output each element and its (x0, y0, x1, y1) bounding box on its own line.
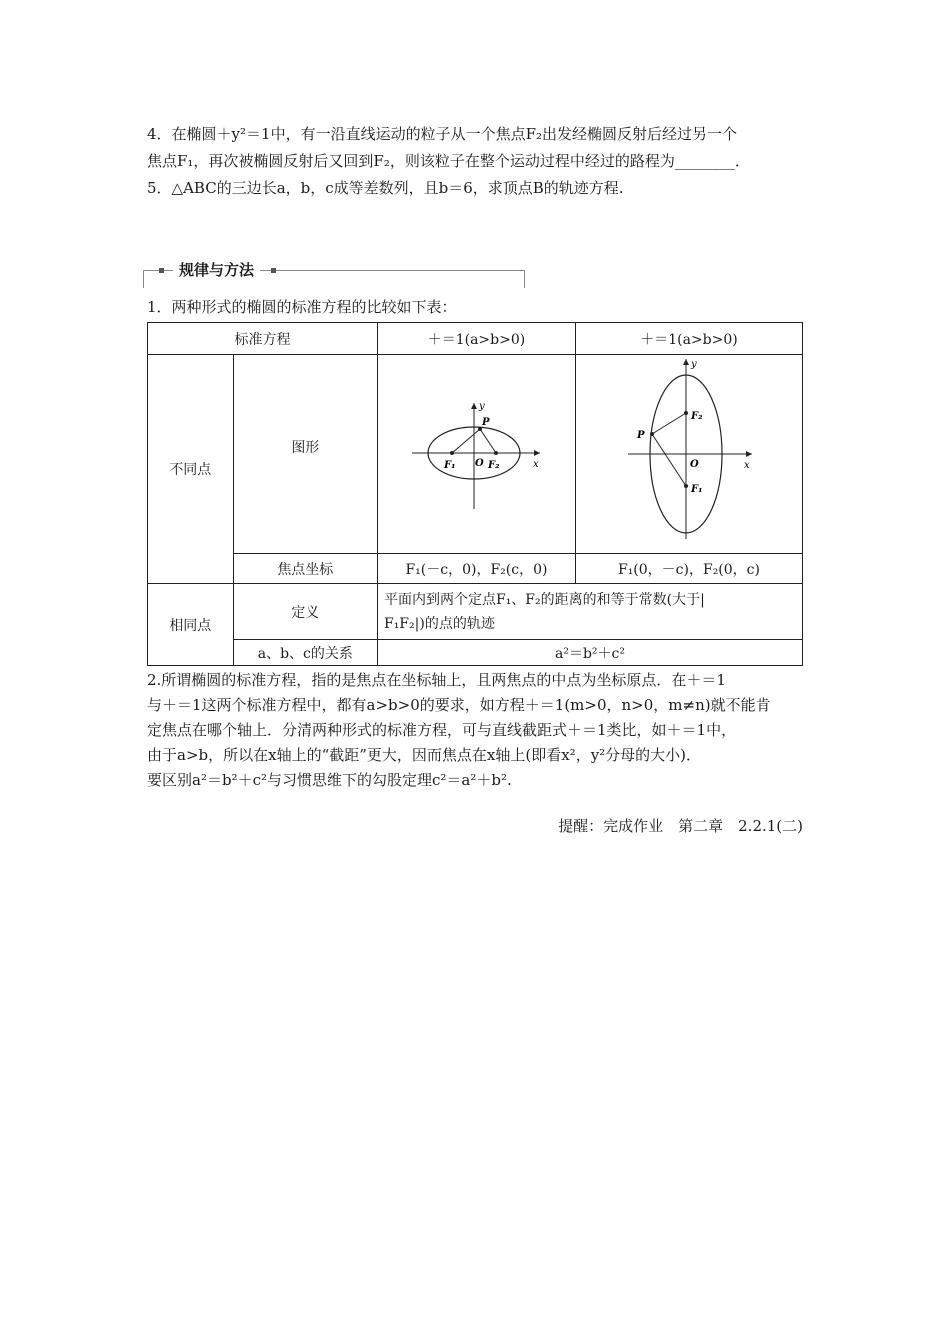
ellipse-y-figure (575, 355, 802, 554)
definition-line-2: F₁F₂|)的点的轨迹 (383, 615, 495, 632)
point-f1 (450, 451, 454, 455)
point-f2 (494, 451, 498, 455)
definition-label: 定义 (233, 584, 377, 640)
table-intro: 1．两种形式的椭圆的标准方程的比较如下表： (147, 298, 457, 316)
ellipse-x-figure (377, 355, 575, 554)
relation-value: a²＝b²＋c² (377, 640, 802, 666)
header-label: 标准方程 (148, 323, 378, 355)
problem-5: 5．△ABC的三边长a，b，c成等差数列，且b＝6，求顶点B的轨迹方程. (147, 179, 624, 197)
f2-label: F₂ (488, 460, 500, 471)
y-label: y (691, 359, 698, 370)
pf1-segment (652, 434, 686, 486)
x-label: x (744, 460, 751, 471)
relation-label: a、b、c的关系 (233, 640, 377, 666)
same-group-label: 相同点 (148, 584, 234, 666)
f1-label: F₁ (444, 460, 456, 471)
f2-label: F₂ (691, 411, 703, 422)
graph-label: 图形 (233, 355, 377, 554)
ellipse-y-svg (576, 355, 801, 549)
p-label: P (482, 417, 490, 428)
pf2-segment (480, 429, 496, 453)
point-p (650, 432, 654, 436)
paragraph-2 (147, 668, 807, 793)
ellipse-x-svg (378, 355, 574, 549)
paragraph-2-line: 2.所谓椭圆的标准方程，指的是焦点在坐标轴上，且两焦点的中点为坐标原点．在＋＝1 (147, 671, 726, 689)
paragraph-2-line: 要区别a²＝b²＋c²与习惯思维下的勾股定理c²＝a²＋b². (147, 771, 512, 789)
pf1-segment (452, 429, 480, 453)
definition-line-1: 平面内到两个定点F₁、F₂的距离的和等于常数(大于| (383, 591, 705, 608)
point-f1 (684, 484, 688, 488)
x-label: x (533, 459, 540, 470)
foci-x: F₁(－c，0)，F₂(c，0) (377, 554, 575, 584)
y-axis-arrow (471, 403, 477, 409)
p-label: P (637, 430, 646, 441)
foci-label: 焦点坐标 (233, 554, 377, 584)
header-equation-x: ＋＝1(a>b>0) (377, 323, 575, 355)
section-header (143, 261, 525, 289)
problem-4-line-1: 4．在椭圆＋y²＝1中，有一沿直线运动的粒子从一个焦点F₂出发经椭圆反射后经过另一个 (147, 125, 737, 143)
footer-reminder: 提醒：完成作业 第二章 2.2.1(二) (558, 817, 803, 835)
header-equation-y: ＋＝1(a>b>0) (575, 323, 802, 355)
o-label: O (475, 458, 485, 469)
pf2-segment (652, 413, 686, 434)
y-label: y (479, 401, 486, 412)
section-title: 规律与方法 (173, 261, 260, 279)
diff-group-label: 不同点 (148, 355, 234, 584)
paragraph-2-line: 与＋＝1这两个标准方程中，都有a>b>0的要求，如方程＋＝1(m>0，n>0，m≠n)就不能肯 (147, 696, 771, 714)
x-axis-arrow (534, 450, 540, 456)
definition-value (377, 584, 802, 640)
foci-y: F₁(0，－c)，F₂(0，c) (575, 554, 802, 584)
paragraph-2-line: 由于a>b，所以在x轴上的“截距”更大，因而焦点在x轴上(即看x²，y²分母的大小)． (147, 746, 702, 764)
problem-4-line-2: 焦点F₁，再次被椭圆反射后又回到F₂，则该粒子在整个运动过程中经过的路程为________． (147, 152, 750, 170)
o-label: O (690, 459, 700, 470)
x-axis-arrow (746, 451, 752, 457)
f1-label: F₁ (691, 484, 703, 495)
point-f2 (684, 411, 688, 415)
y-axis-arrow (683, 359, 689, 365)
paragraph-2-line: 定焦点在哪个轴上．分清两种形式的标准方程，可与直线截距式＋＝1类比，如＋＝1中， (147, 721, 737, 739)
comparison-table (147, 322, 803, 666)
